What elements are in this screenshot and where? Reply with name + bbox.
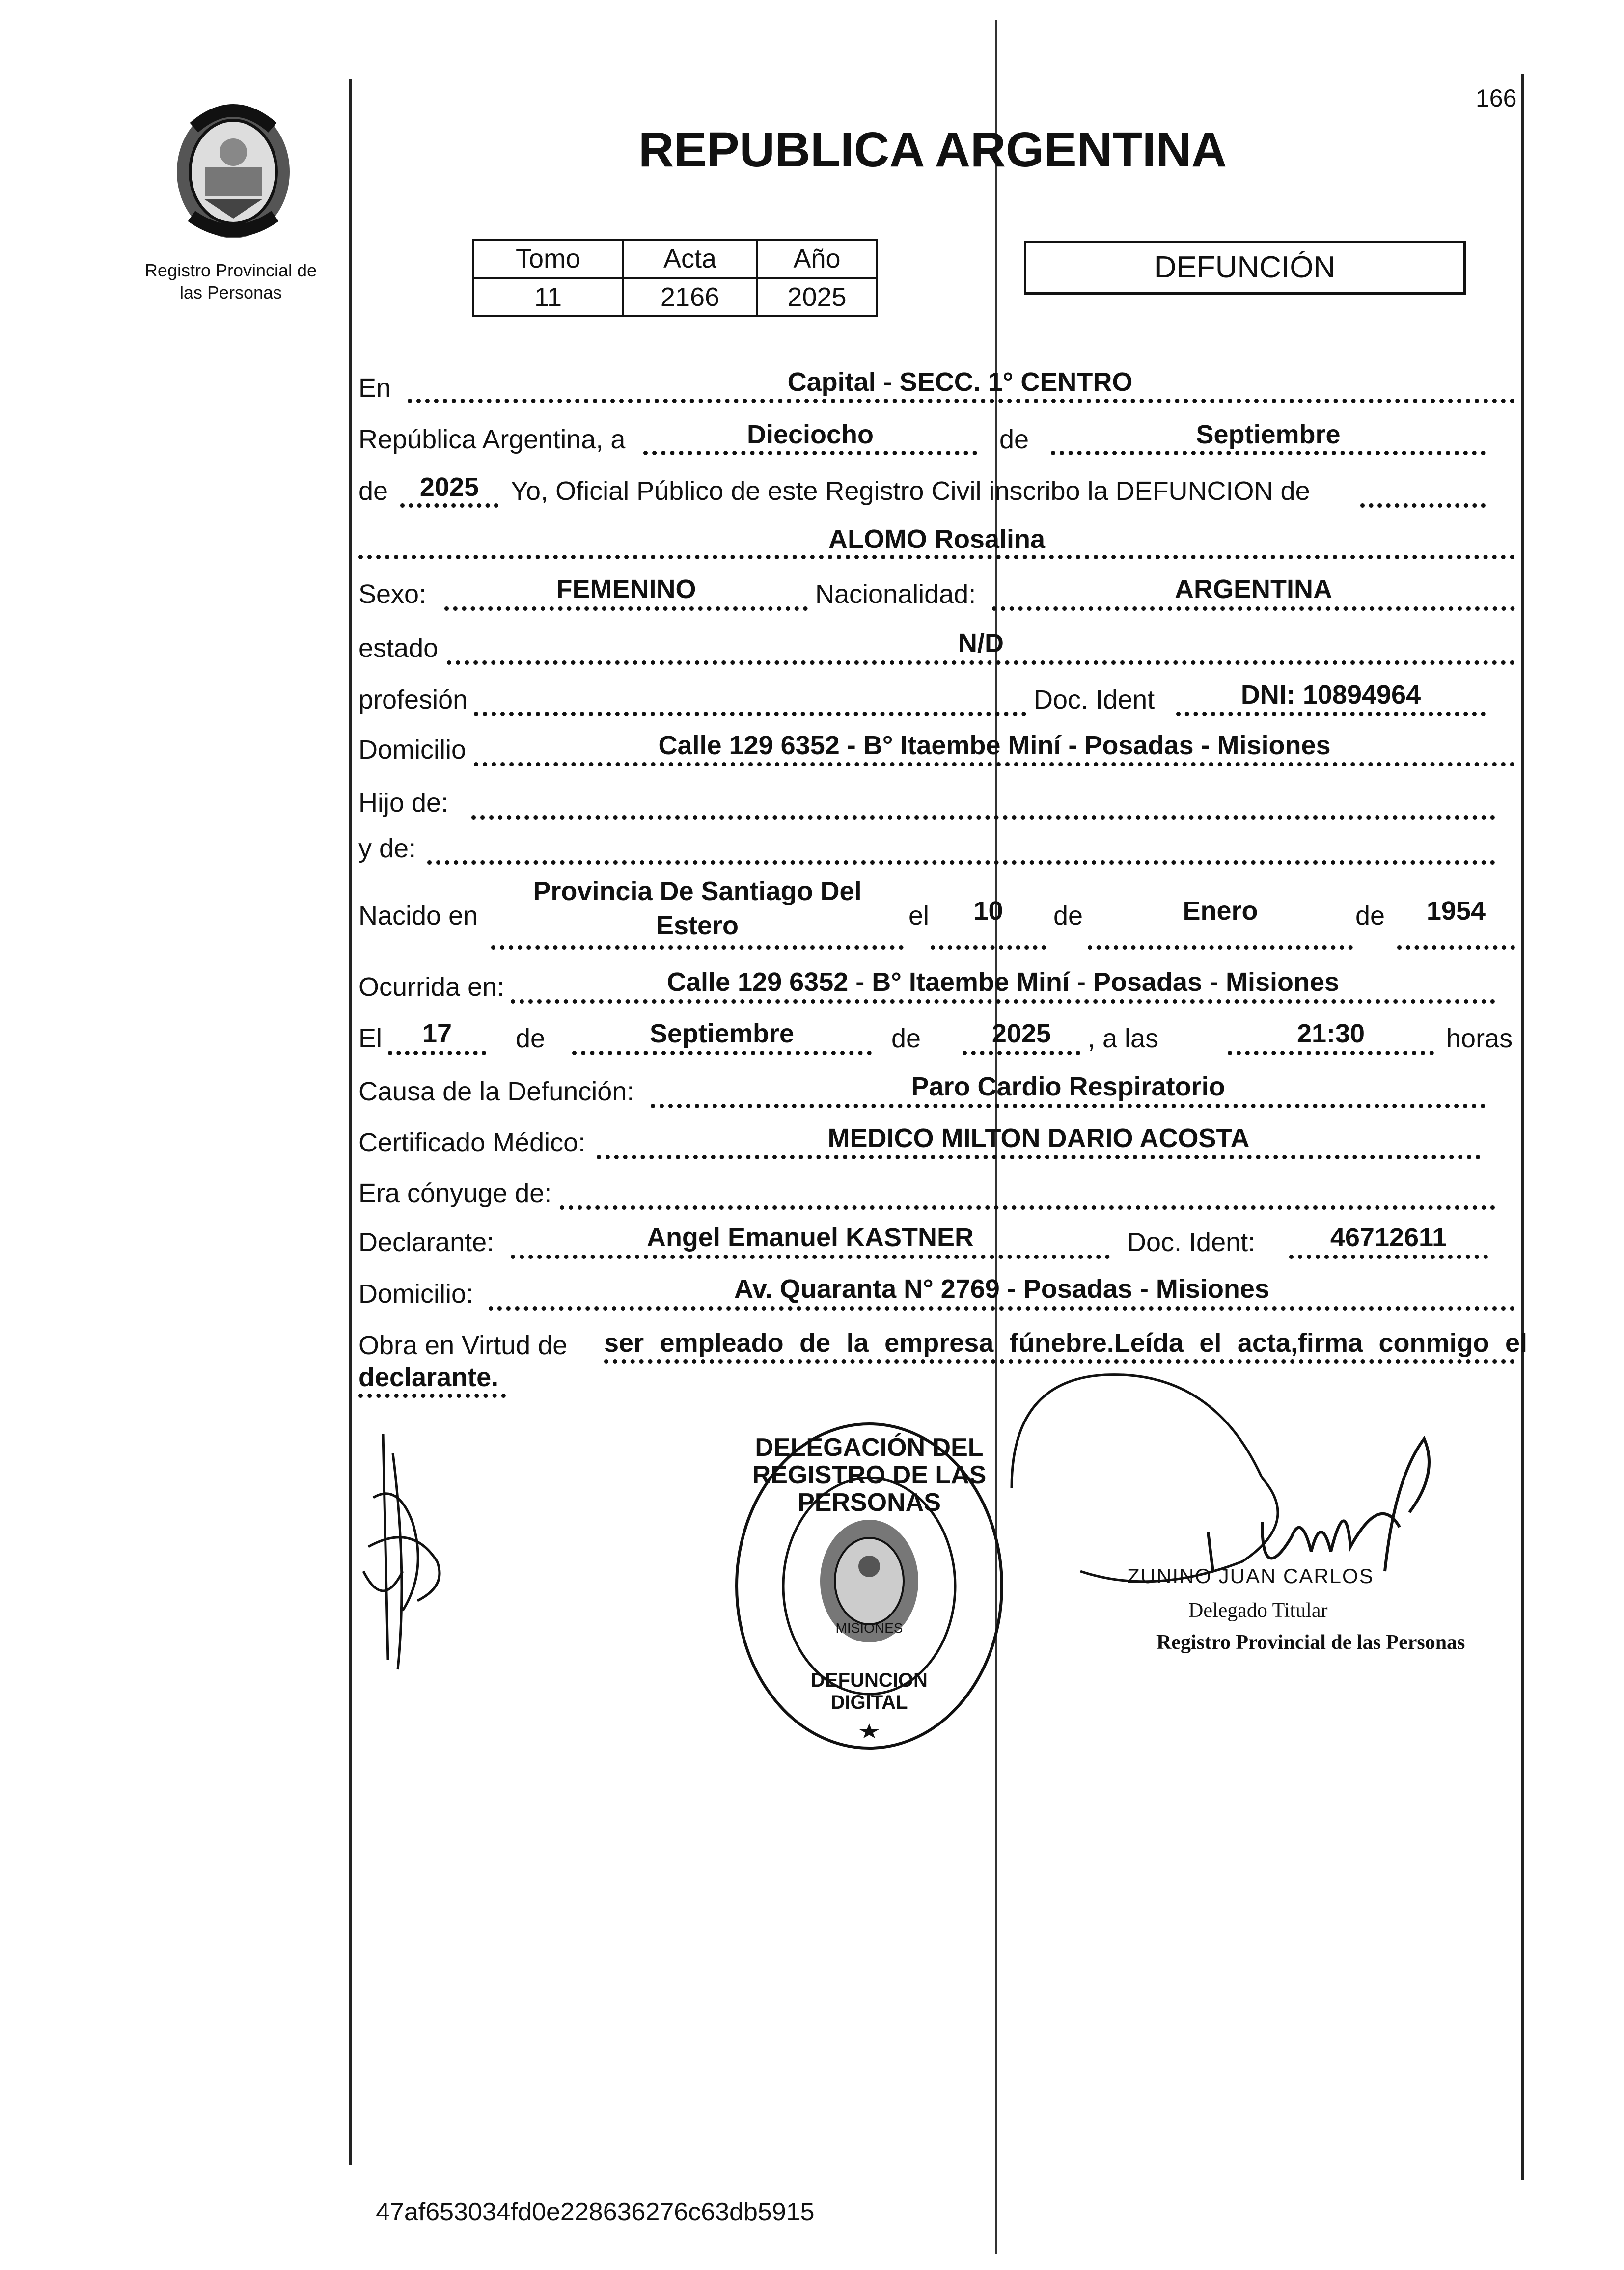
registry-stamp	[727, 1414, 1012, 1758]
record-type-box	[1024, 241, 1466, 295]
line-def-mes	[572, 1051, 872, 1055]
line-declarante	[511, 1255, 1110, 1259]
declarant-signature	[354, 1424, 462, 1679]
field-certificado: MEDICO MILTON DARIO ACOSTA	[827, 1123, 1250, 1153]
line-anio	[400, 503, 498, 508]
label-certificado: Certificado Médico:	[358, 1128, 586, 1157]
line-lugar	[408, 399, 1515, 403]
field-nacido-line1: Provincia De Santiago Del	[533, 876, 862, 906]
line-dia	[643, 451, 977, 455]
field-estado: N/D	[958, 629, 1004, 658]
label-nacido-en: Nacido en	[358, 901, 478, 930]
label-el: el	[908, 901, 930, 930]
label-hijo-de: Hijo de:	[358, 788, 449, 818]
field-dni: DNI: 10894964	[1240, 680, 1421, 710]
field-nacionalidad: ARGENTINA	[1175, 574, 1332, 604]
label-de: de	[999, 425, 1029, 454]
field-def-dia: 17	[422, 1019, 452, 1048]
line-nacido-anio	[1397, 945, 1515, 950]
page-number: 166	[1476, 84, 1517, 112]
official-role: Delegado Titular	[1188, 1599, 1328, 1622]
document-hash: 47af653034fd0e228636276c63db5915	[376, 2198, 815, 2226]
line-obra-1	[604, 1359, 1515, 1364]
logo-seal-text: PROVINCIA DE MISIONES	[191, 246, 275, 253]
left-margin-border	[349, 79, 352, 2165]
line-mes	[1051, 451, 1486, 455]
field-nombre: ALOMO Rosalina	[828, 524, 1046, 554]
field-lugar: Capital - SECC. 1° CENTRO	[787, 367, 1133, 397]
record-table-values	[473, 278, 877, 316]
field-obra-line2: declarante.	[358, 1363, 499, 1392]
record-table-header	[473, 240, 877, 278]
label-nacionalidad: Nacionalidad:	[815, 579, 976, 609]
line-def-anio	[963, 1051, 1080, 1055]
label-obra: Obra en Virtud de	[358, 1331, 568, 1360]
record-table	[472, 239, 878, 317]
label-causa: Causa de la Defunción:	[358, 1077, 634, 1106]
line-nacido	[491, 945, 904, 950]
line-intro	[1360, 503, 1486, 508]
field-causa: Paro Cardio Respiratorio	[911, 1072, 1225, 1101]
field-sexo: FEMENINO	[556, 574, 696, 604]
label-doc-ident2: Doc. Ident:	[1127, 1228, 1256, 1257]
line-nombre	[358, 555, 1515, 559]
label-de-d1: de	[516, 1024, 546, 1053]
official-name: ZUNINO JUAN CARLOS	[1127, 1564, 1374, 1587]
label-estado: estado	[358, 633, 439, 663]
line-causa	[651, 1104, 1486, 1108]
line-nacionalidad	[992, 606, 1515, 611]
label-horas: horas	[1446, 1024, 1513, 1053]
label-domicilio: Domicilio	[358, 735, 467, 765]
field-nacido-line2: Estero	[656, 911, 739, 940]
field-dia: Dieciocho	[746, 420, 874, 449]
field-def-mes: Septiembre	[649, 1019, 795, 1048]
label-ocurrida-en: Ocurrida en:	[358, 972, 505, 1002]
field-domicilio: Calle 129 6352 - B° Itaembe Miní - Posadas - Misiones	[658, 731, 1331, 760]
official-office: Registro Provincial de las Personas	[1156, 1631, 1465, 1654]
field-declarante-domicilio: Av. Quaranta N° 2769 - Posadas - Misiones	[734, 1274, 1269, 1304]
stamp-inner-text: DEFUNCION DIGITAL	[811, 1669, 928, 1713]
label-de2: de	[358, 476, 388, 506]
record-type: DEFUNCIÓN	[1154, 250, 1336, 284]
line-profesion	[474, 712, 1026, 716]
provincial-coat-of-arms-icon	[165, 93, 302, 246]
label-de-b1: de	[1053, 901, 1083, 930]
table-value-acta: 2166	[623, 278, 757, 316]
line-dni	[1176, 712, 1486, 716]
line-nacido-mes	[1088, 945, 1353, 950]
line-certificado	[597, 1155, 1481, 1159]
line-obra-2	[358, 1394, 506, 1398]
line-declarante-domicilio	[489, 1306, 1515, 1311]
field-nacido-mes: Enero	[1183, 896, 1258, 926]
field-def-hora: 21:30	[1296, 1019, 1365, 1048]
stamp-outer-text: DELEGACIÓN DEL REGISTRO DE LAS PERSONAS	[752, 1433, 987, 1517]
label-sexo: Sexo:	[358, 579, 427, 609]
label-el-death: El	[358, 1024, 383, 1053]
line-y-de	[427, 860, 1495, 865]
label-republica: República Argentina, a	[358, 425, 626, 454]
table-header-tomo: Tomo	[473, 240, 623, 278]
field-mes: Septiembre	[1196, 420, 1341, 449]
label-doc-ident: Doc. Ident	[1034, 685, 1155, 714]
field-declarante-doc: 46712611	[1330, 1223, 1447, 1252]
label-domicilio2: Domicilio:	[358, 1279, 474, 1309]
table-header-anio: Año	[757, 240, 877, 278]
table-value-tomo: 11	[473, 278, 623, 316]
stamp-inner-seal: MISIONES	[835, 1620, 903, 1636]
label-intro: Yo, Oficial Público de este Registro Civil inscribo la DEFUNCION de	[511, 476, 1310, 506]
document-title: REPUBLICA ARGENTINA	[638, 122, 1227, 177]
registry-name-line1: Registro Provincial de	[144, 260, 317, 280]
line-conyuge	[560, 1205, 1495, 1210]
label-de-d2: de	[891, 1024, 921, 1053]
label-y-de: y de:	[358, 834, 416, 863]
line-declarante-doc	[1289, 1255, 1488, 1259]
right-border	[1521, 74, 1524, 2180]
line-sexo	[444, 606, 808, 611]
line-def-hora	[1228, 1051, 1434, 1055]
label-a-las: , a las	[1088, 1024, 1159, 1053]
table-header-acta: Acta	[623, 240, 757, 278]
line-hijo-de	[471, 815, 1495, 820]
line-def-dia	[388, 1051, 486, 1055]
label-de-b2: de	[1355, 901, 1385, 930]
field-nacido-anio: 1954	[1426, 896, 1486, 926]
label-en: En	[358, 373, 391, 403]
field-anio: 2025	[419, 472, 479, 502]
table-value-anio: 2025	[757, 278, 877, 316]
line-nacido-dia	[931, 945, 1046, 950]
field-nacido-dia: 10	[973, 896, 1003, 926]
field-def-anio: 2025	[991, 1019, 1051, 1048]
registry-name-line2: las Personas	[179, 282, 282, 302]
field-declarante: Angel Emanuel KASTNER	[646, 1223, 974, 1252]
label-conyuge: Era cónyuge de:	[358, 1178, 552, 1208]
label-profesion: profesión	[358, 685, 468, 714]
field-obra-line1: ser empleado de la empresa fúnebre.Leída el acta,firma conmigo el	[604, 1328, 1527, 1358]
field-ocurrida: Calle 129 6352 - B° Itaembe Miní - Posadas - Misiones	[666, 967, 1340, 997]
line-ocurrida	[511, 999, 1495, 1004]
line-estado	[447, 660, 1515, 665]
line-domicilio	[474, 762, 1515, 766]
label-declarante: Declarante:	[358, 1228, 495, 1257]
